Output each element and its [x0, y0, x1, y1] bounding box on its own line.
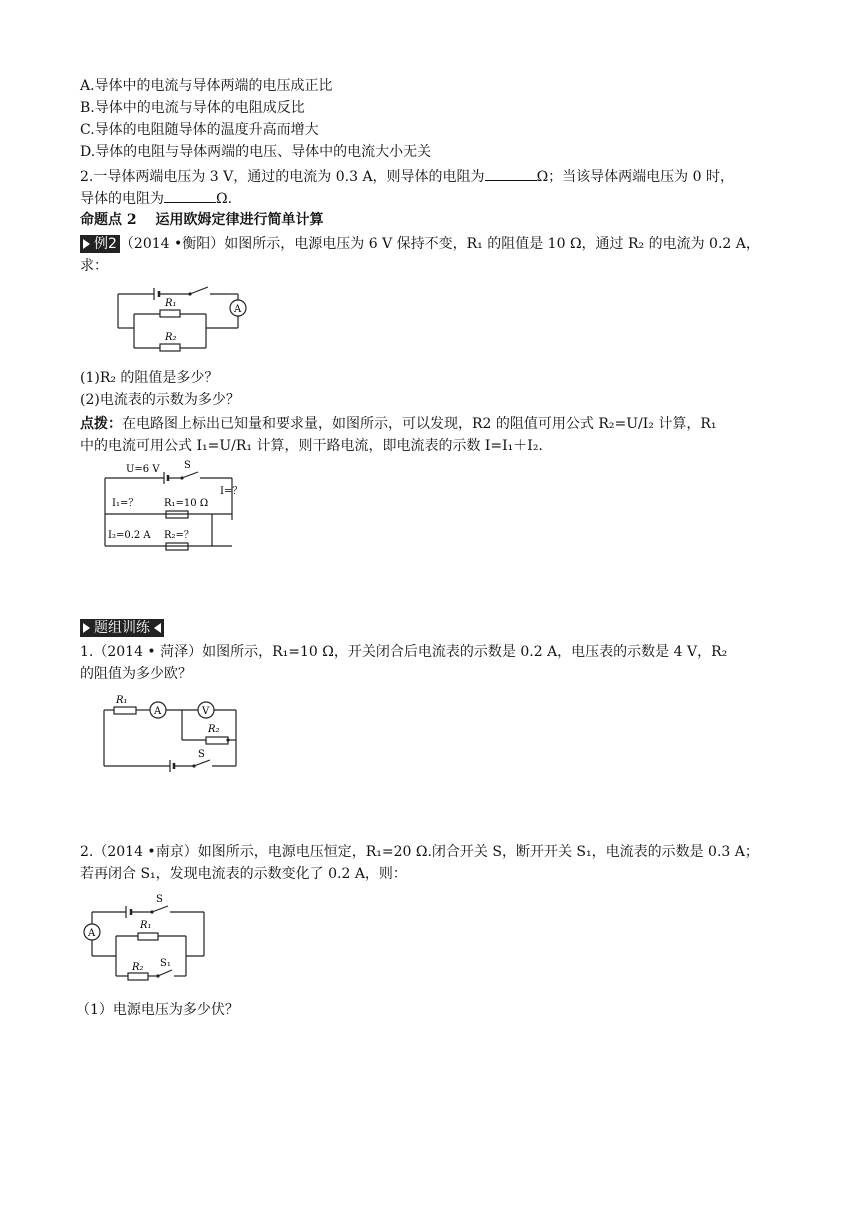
training-heading — [80, 618, 770, 638]
example-2-line-1: 例2 （2014 •衡阳）如图所示，电源电压为 6 V 保持不变，R₁ 的阻值是 10 Ω，通过 R₂ 的电流为 0.2 A， — [80, 234, 770, 254]
r2-label: R₂ — [208, 724, 220, 735]
problem-1-line-1: 1.（2014 • 菏泽）如图所示，R₁=10 Ω，开关闭合后电流表的示数是 0.2 A，电压表的示数是 4 V，R₂ — [80, 644, 728, 660]
circuit-diagram-2 — [100, 456, 260, 554]
example-2-line-2: 求： — [80, 258, 108, 274]
voltage-label: U=6 V — [126, 464, 160, 475]
r1-label: R₁ — [165, 298, 177, 309]
switch-label: S — [184, 460, 191, 471]
r2-label: R₂ — [165, 332, 177, 343]
ammeter-label: A — [154, 706, 162, 717]
switch-s1-label: S₁ — [160, 958, 171, 969]
option-c: C.导体的电阻随导体的温度升高而增大 — [80, 122, 319, 138]
voltmeter-label: V — [202, 706, 210, 717]
ammeter-label: A — [234, 304, 242, 315]
question-2-line-2: 导体的电阻为 Ω. — [80, 188, 770, 209]
section-heading: 命题点 2 运用欧姆定律进行简单计算 — [80, 212, 324, 228]
r1-label: R₁ — [140, 920, 152, 931]
example-2-question-1: (1)R₂ 的阻值是多少？ — [80, 370, 219, 386]
ammeter-label: A — [88, 928, 96, 939]
hint-line-1: 点拨：在电路图上标出已知量和要求量，如图所示，可以发现，R2 的阻值可用公式 R₂=U/I₂ 计算，R₁ — [80, 416, 717, 432]
problem-2-line-1: 2.（2014 •南京）如图所示，电源电压恒定，R₁=20 Ω.闭合开关 S，断开开关 S₁，电流表的示数是 0.3 A； — [80, 844, 759, 860]
example-tag: 例2 — [80, 235, 120, 253]
question-2-line-1: 2.一导体两端电压为 3 V，通过的电流为 0.3 A，则导体的电阻为 Ω；当该导体两端电压为 0 时， — [80, 166, 770, 187]
play-arrow-icon — [83, 239, 90, 249]
circuit-diagram-3 — [96, 690, 246, 772]
option-a: A.导体中的电流与导体两端的电压成正比 — [80, 78, 333, 94]
i2-label: I₂=0.2 A — [108, 530, 151, 541]
problem-1-line-2: 的阻值为多少欧？ — [80, 666, 192, 682]
switch-s-label: S — [156, 894, 163, 905]
circuit-diagram-4 — [82, 890, 222, 986]
example-2-question-2: (2)电流表的示数为多少？ — [80, 392, 240, 408]
problem-2-question-1: （1）电源电压为多少伏？ — [76, 1002, 239, 1018]
play-arrow-icon — [83, 623, 90, 633]
option-b: B.导体中的电流与导体的电阻成反比 — [80, 100, 305, 116]
r1-label: R₁ — [116, 695, 128, 706]
hint-line-2: 中的电流可用公式 I₁=U/R₁ 计算，则干路电流，即电流表的示数 I=I₁＋I₂. — [80, 438, 543, 454]
switch-label: S — [198, 749, 205, 760]
r2-label: R₂=？ — [164, 530, 194, 541]
i-label: I=？ — [220, 486, 243, 497]
r1-label: R₁=10 Ω — [164, 498, 209, 509]
answer-blank-2[interactable] — [164, 188, 216, 203]
r2-label: R₂ — [132, 962, 144, 973]
i1-label: I₁=？ — [112, 498, 139, 509]
option-d: D.导体的电阻与导体两端的电压、导体中的电流大小无关 — [80, 144, 432, 160]
answer-blank-1[interactable] — [485, 166, 537, 181]
problem-2-line-2: 若再闭合 S₁，发现电流表的示数变化了 0.2 A，则： — [80, 866, 407, 882]
training-tag: 题组训练 — [80, 619, 164, 637]
circuit-diagram-1 — [110, 278, 270, 358]
reverse-arrow-icon — [154, 623, 161, 633]
